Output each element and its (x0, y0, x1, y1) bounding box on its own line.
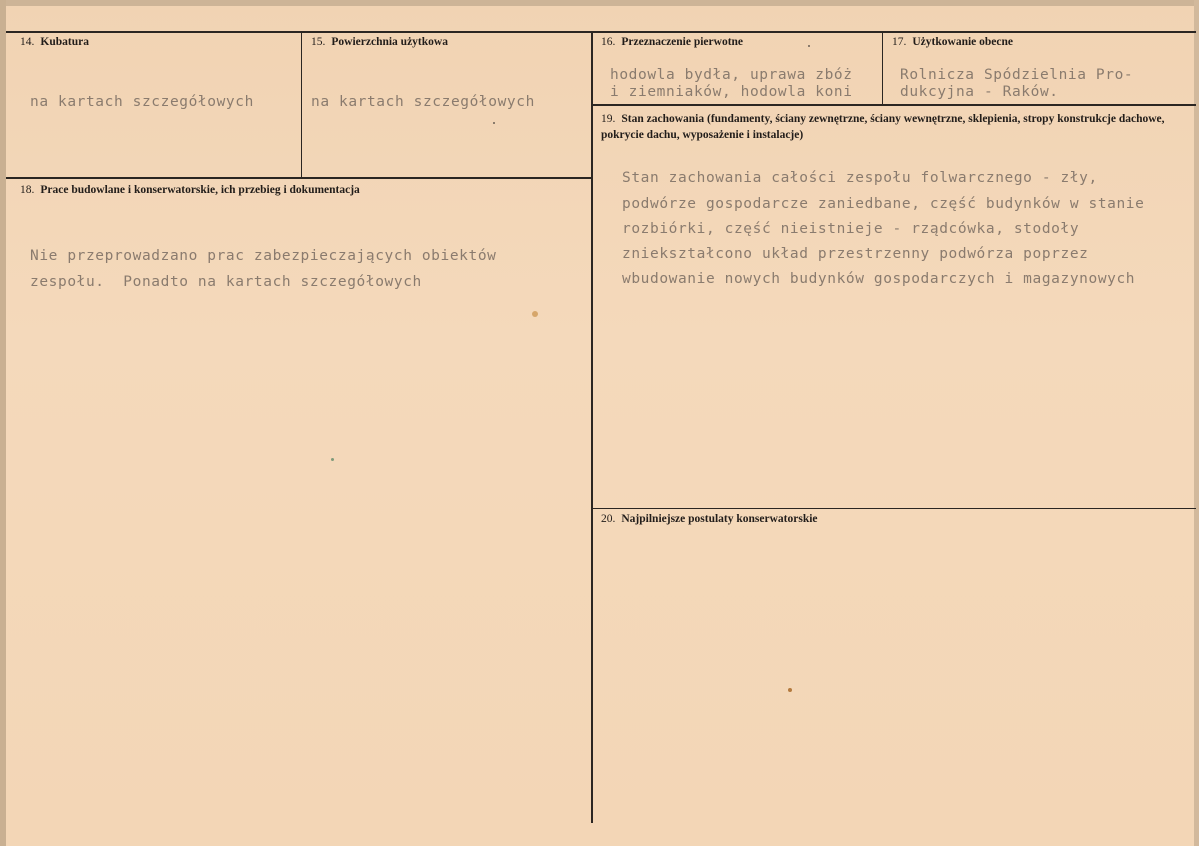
field-15-value: na kartach szczegółowych (311, 94, 535, 110)
field-18-title: Prace budowlane i konserwatorskie, ich przebieg i dokumentacja (40, 184, 360, 196)
field-20-number: 20. (601, 513, 616, 525)
card-left-edge (0, 0, 6, 846)
field-18-number: 18. (20, 184, 35, 196)
field-19-number: 19. (601, 113, 616, 125)
field-14-label (20, 36, 89, 48)
field-16-label (601, 36, 743, 48)
card-top-edge (0, 0, 1199, 6)
paper-speck (532, 311, 538, 317)
paper-speck (331, 458, 334, 461)
field-18-label (20, 184, 360, 196)
field-15-label (311, 36, 448, 48)
field-15-title: Powierzchnia użytkowa (331, 36, 448, 48)
field-15-number: 15. (311, 36, 326, 48)
field-20-label (601, 513, 818, 525)
field-18-line-1: Nie przeprowadzano prac zabezpieczających obiektów (30, 248, 497, 264)
main-vertical-divider (591, 33, 593, 823)
divider-16-17 (882, 33, 883, 104)
field-18-line-2: zespołu. Ponadto na kartach szczegółowych (30, 274, 422, 290)
divider-14-15 (301, 33, 302, 177)
field-19-label (601, 111, 1181, 143)
paper-speck (808, 45, 810, 47)
field-16-number: 16. (601, 36, 616, 48)
card-right-edge (1194, 0, 1199, 846)
field-20-title: Najpilniejsze postulaty konserwatorskie (621, 513, 818, 525)
rule-below-14-15 (6, 177, 591, 179)
paper-speck (788, 688, 792, 692)
field-14-number: 14. (20, 36, 35, 48)
field-14-title: Kubatura (40, 36, 89, 48)
field-17-number: 17. (892, 36, 907, 48)
field-16-line-1: hodowla bydła, uprawa zbóż (610, 67, 853, 83)
field-19-line-2: podwórze gospodarcze zaniedbane, część budynków w stanie (622, 196, 1145, 212)
rule-below-16-17 (593, 104, 1196, 106)
field-19-title: Stan zachowania (fundamenty, ściany zewnętrzne, ściany wewnętrzne, sklepienia, stropy konstrukcje dachowe, pokrycie dachu, wyposażenie i instalacje) (601, 113, 1165, 141)
field-19-line-3: rozbiórki, część nieistnieje - rządcówka, stodoły (622, 221, 1080, 237)
field-17-line-2: dukcyjna - Raków. (900, 84, 1059, 100)
field-17-label (892, 36, 1013, 48)
field-14-value: na kartach szczegółowych (30, 94, 254, 110)
field-17-line-1: Rolnicza Spódzielnia Pro- (900, 67, 1134, 83)
field-16-title: Przeznaczenie pierwotne (621, 36, 744, 48)
field-17-title: Użytkowanie obecne (912, 36, 1013, 48)
field-16-line-2: i ziemniaków, hodowla koni (610, 84, 853, 100)
rule-below-19 (593, 508, 1196, 509)
field-19-line-5: wbudowanie nowych budynków gospodarczych i magazynowych (622, 271, 1136, 287)
field-19-line-4: zniekształcono układ przestrzenny podwórza poprzez (622, 246, 1089, 262)
field-19-line-1: Stan zachowania całości zespołu folwarcznego - zły, (622, 170, 1098, 186)
top-rule (6, 31, 1196, 33)
paper-speck (493, 122, 495, 124)
